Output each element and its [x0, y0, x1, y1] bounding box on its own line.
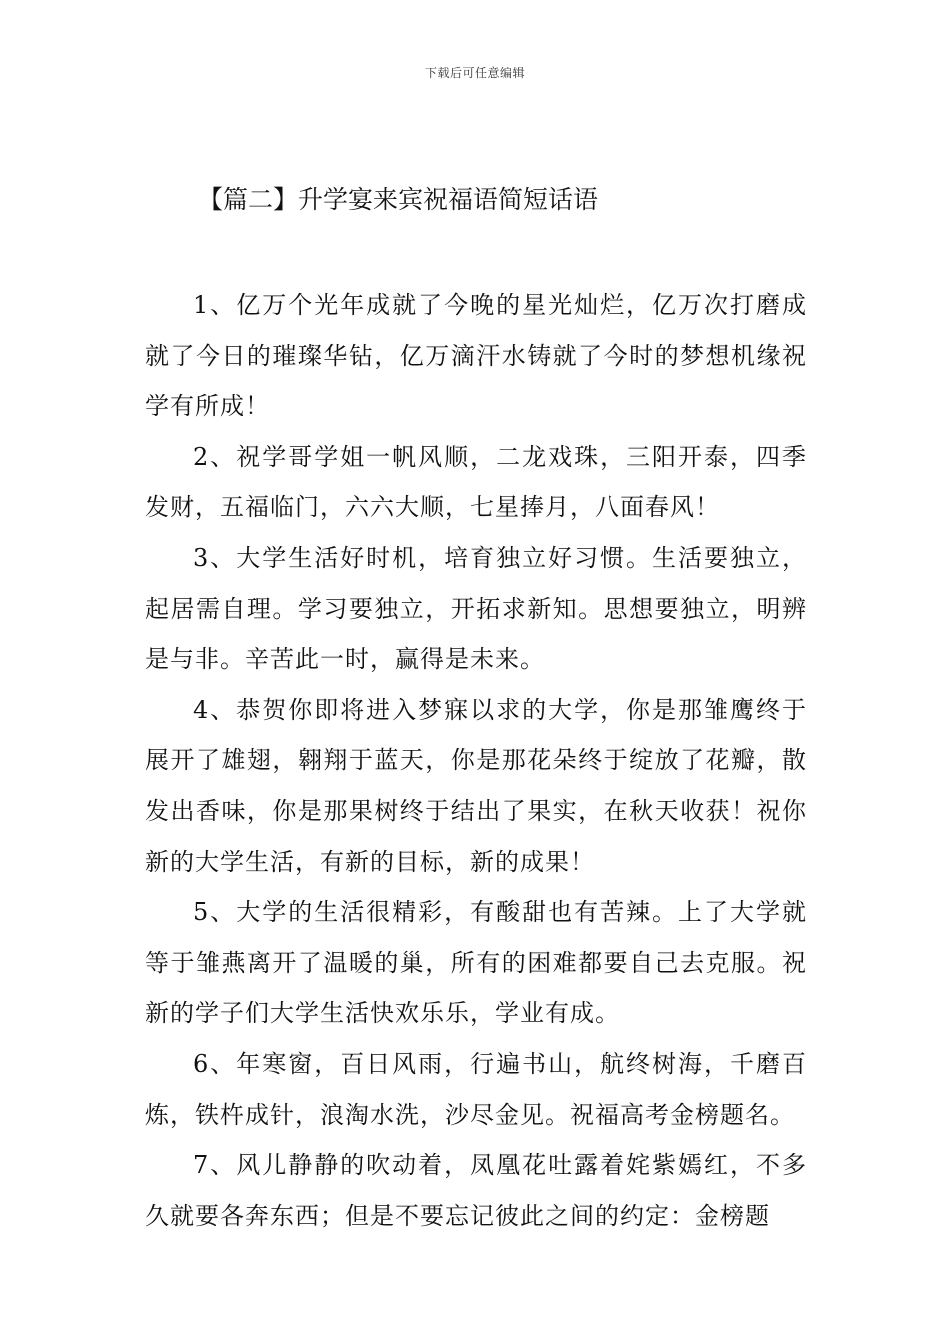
document-title: 【篇二】升学宴来宾祝福语简短话语 [198, 185, 599, 214]
paragraph-5: 5、大学的生活很精彩，有酸甜也有苦辣。上了大学就等于雏燕离开了温暖的巢，所有的困难都要自己去克服。祝新的学子们大学生活快欢乐乐，学业有成。 [145, 898, 807, 1028]
document-body [145, 280, 807, 1241]
paragraph-3: 3、大学生活好时机，培育独立好习惯。生活要独立，起居需自理。学习要独立，开拓求新知。思想要独立，明辨是与非。辛苦此一时，赢得是未来。 [145, 543, 807, 674]
paragraph-4: 4、恭贺你即将进入梦寐以求的大学，你是那雏鹰终于展开了雄翅，翱翔于蓝天，你是那花朵终于绽放了花瓣，散发出香味，你是那果树终于结出了果实，在秋天收获！祝你新的大学生活，有新的目标，新的成果！ [145, 695, 807, 876]
paragraph-1: 1、亿万个光年成就了今晚的星光灿烂，亿万次打磨成就了今日的璀璨华钻，亿万滴汗水铸就了今时的梦想机缘祝学有所成！ [145, 291, 807, 421]
paragraph-2: 2、祝学哥学姐一帆风顺，二龙戏珠，三阳开泰，四季发财，五福临门，六六大顺，七星捧月，八面春风！ [145, 442, 807, 522]
paragraph-6: 6、年寒窗，百日风雨，行遍书山，航终树海，千磨百炼，铁杵成针，浪淘水洗，沙尽金见。祝福高考金榜题名。 [145, 1049, 807, 1129]
header-note: 下载后可任意编辑 [424, 66, 525, 80]
paragraph-7: 7、风儿静静的吹动着，凤凰花吐露着姹紫嫣红，不多久就要各奔东西；但是不要忘记彼此之间的约定：金榜题 [145, 1151, 807, 1230]
